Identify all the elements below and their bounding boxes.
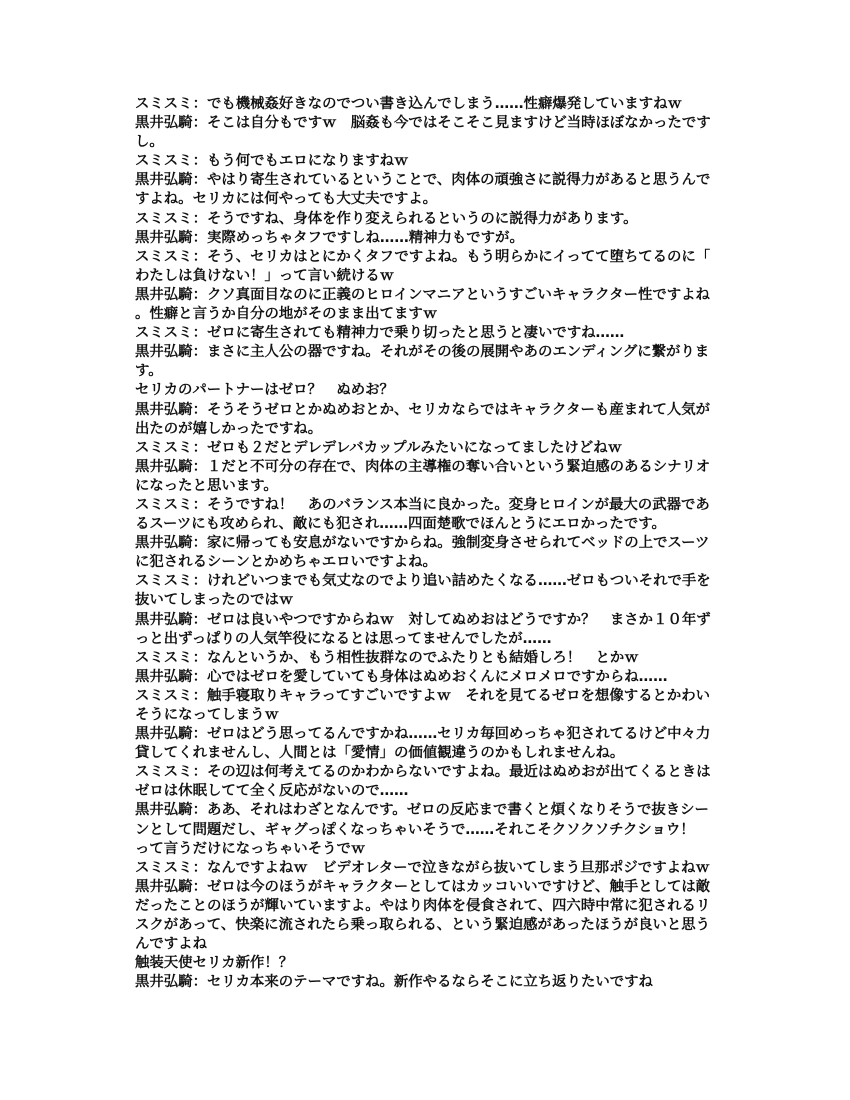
text-line: そうになってしまうｗ xyxy=(135,707,279,723)
text-line: 黒井弘騎：クソ真面目なのに正義のヒロインマニアというすごいキャラクター性ですよね xyxy=(135,286,710,303)
text-line: セリカのパートナーはゼロ？ ぬめお？ xyxy=(135,382,394,399)
text-line: っと出ずっぱりの人気竿役になるとは思ってませんでしたが…… xyxy=(135,630,552,647)
text-line: だったことのほうが輝いていますよ。やはり肉体を侵食されて、四六時中常に犯されるリ xyxy=(135,897,711,914)
text-line: 。性癖と言うか自分の地がそのまま出てますｗ xyxy=(135,306,438,323)
text-line: 黒井弘騎：ゼロは今のほうがキャラクターとしてはカッコいいですけど、触手としては敵 xyxy=(135,878,711,895)
text-line: 黒井弘騎：そうそうゼロとかぬめおとか、セリカならではキャラクターも産まれて人気が xyxy=(135,401,711,418)
text-line: るスーツにも攻められ、敵にも犯され……四面楚歌でほんとうにエロかったです。 xyxy=(135,516,666,533)
text-line: スミスミ：その辺は何考えてるのかわからないですよね。最近はぬめおが出てくるときは xyxy=(135,764,711,781)
text-line: 貸してくれませんし、人間とは「愛情」の価値観違うのかもしれませんね。 xyxy=(135,745,625,762)
text-line: スミスミ：でも機械姦好きなのでつい書き込んでしまう……性癖爆発していますねｗ xyxy=(135,96,682,112)
text-line: んですよね xyxy=(135,936,207,953)
text-line: 黒井弘騎：ゼロはどう思ってるんですかね……セリカ毎回めっちゃ犯されてるけど中々力 xyxy=(135,726,711,743)
text-line: わたしは負けない！」って言い続けるｗ xyxy=(135,267,395,284)
text-line: スミスミ：ゼロも２だとデレデレバカップルみたいになってましたけどねｗ xyxy=(135,439,622,456)
text-line: 黒井弘騎：１だと不可分の存在で、肉体の主導権の奪い合いという緊迫感のあるシナリオ xyxy=(135,458,711,475)
text-line: すよね。セリカには何やっても大丈夫ですよ。 xyxy=(135,191,438,208)
text-line: になったと思います。 xyxy=(135,477,278,494)
text-line: 黒井弘騎：家に帰っても安息がないですからね。強制変身させられてベッドの上でスーツ xyxy=(135,535,710,552)
text-line: 出たのが嬉しかったですね。 xyxy=(135,420,323,437)
text-line: ゼロは休眠してて全く反応がないので…… xyxy=(135,783,409,800)
text-line: スクがあって、快楽に流されたら乗っ取られる、という緊迫感があったほうが良いと思う xyxy=(135,917,711,934)
text-line: 黒井弘騎：心ではゼロを愛していても身体はぬめおくんにメロメロですからね…… xyxy=(135,668,668,685)
text-line: 黒井弘騎：ああ、それはわざとなんです。ゼロの反応まで書くと煩くなりそうで抜きシー xyxy=(135,802,709,819)
text-line: 抜いてしまったのではｗ xyxy=(135,592,294,609)
text-line: スミスミ：なんというか、もう相性抜群なのでふたりとも結婚しろ！ とかｗ xyxy=(135,649,639,666)
text-line: 黒井弘騎：実際めっちゃタフですしね……精神力もですが。 xyxy=(135,229,524,246)
text-line: スミスミ：触手寝取りキャラってすごいですよｗ それを見てるゼロを想像するとかわい xyxy=(135,687,711,704)
document-body xyxy=(135,95,735,992)
text-line: 黒井弘騎：ゼロは良いやつですからねｗ 対してぬめおはどうですか？ まさか１０年ず xyxy=(135,611,711,628)
text-line: 黒井弘騎：セリカ本来のテーマですね。新作やるならそこに立ち返りたいですね xyxy=(135,974,653,991)
text-line: し。 xyxy=(135,134,164,151)
text-line: 触装天使セリカ新作！？ xyxy=(135,955,294,972)
text-line: スミスミ：そうですね！ あのバランス本当に良かった。変身ヒロインが最大の武器であ xyxy=(135,496,710,513)
text-line: 黒井弘騎：まさに主人公の器ですね。それがその後の展開やあのエンディングに繋がりま xyxy=(135,344,710,361)
text-line: スミスミ：なんですよねｗ ビデオレターで泣きながら抜いてしまう旦那ポジですよねｗ xyxy=(135,859,710,876)
text-line: ンとして問題だし、ギャグっぽくなっちゃいそうで……それこそクソクソチクショウ！ xyxy=(135,821,695,838)
text-line: 黒井弘騎：やはり寄生されているということで、肉体の頑強さに説得力があると思うんで xyxy=(135,172,711,189)
text-line: 黒井弘騎：そこは自分もですｗ 脳姦も今ではそこそこ見ますけど当時ほぼなかったです xyxy=(135,115,711,132)
text-line: スミスミ：そうですね、身体を作り変えられるというのに説得力があります。 xyxy=(135,210,638,227)
text-line: スミスミ：ゼロに寄生されても精神力で乗り切ったと思うと凄いですね…… xyxy=(135,325,625,342)
text-line: に犯されるシーンとかめちゃエロいですよね。 xyxy=(135,554,437,571)
text-line: って言うだけになっちゃいそうでｗ xyxy=(135,840,366,857)
text-line: スミスミ：けれどいつまでも気丈なのでより追い詰めたくなる……ゼロもついそれで手を xyxy=(135,573,711,590)
text-line: スミスミ：そう、セリカはとにかくタフですよね。もう明らかにイってて堕ちてるのに「 xyxy=(135,248,711,265)
text-line: す。 xyxy=(135,363,163,380)
text-line: スミスミ：もう何でもエロになりますねｗ xyxy=(135,153,409,170)
